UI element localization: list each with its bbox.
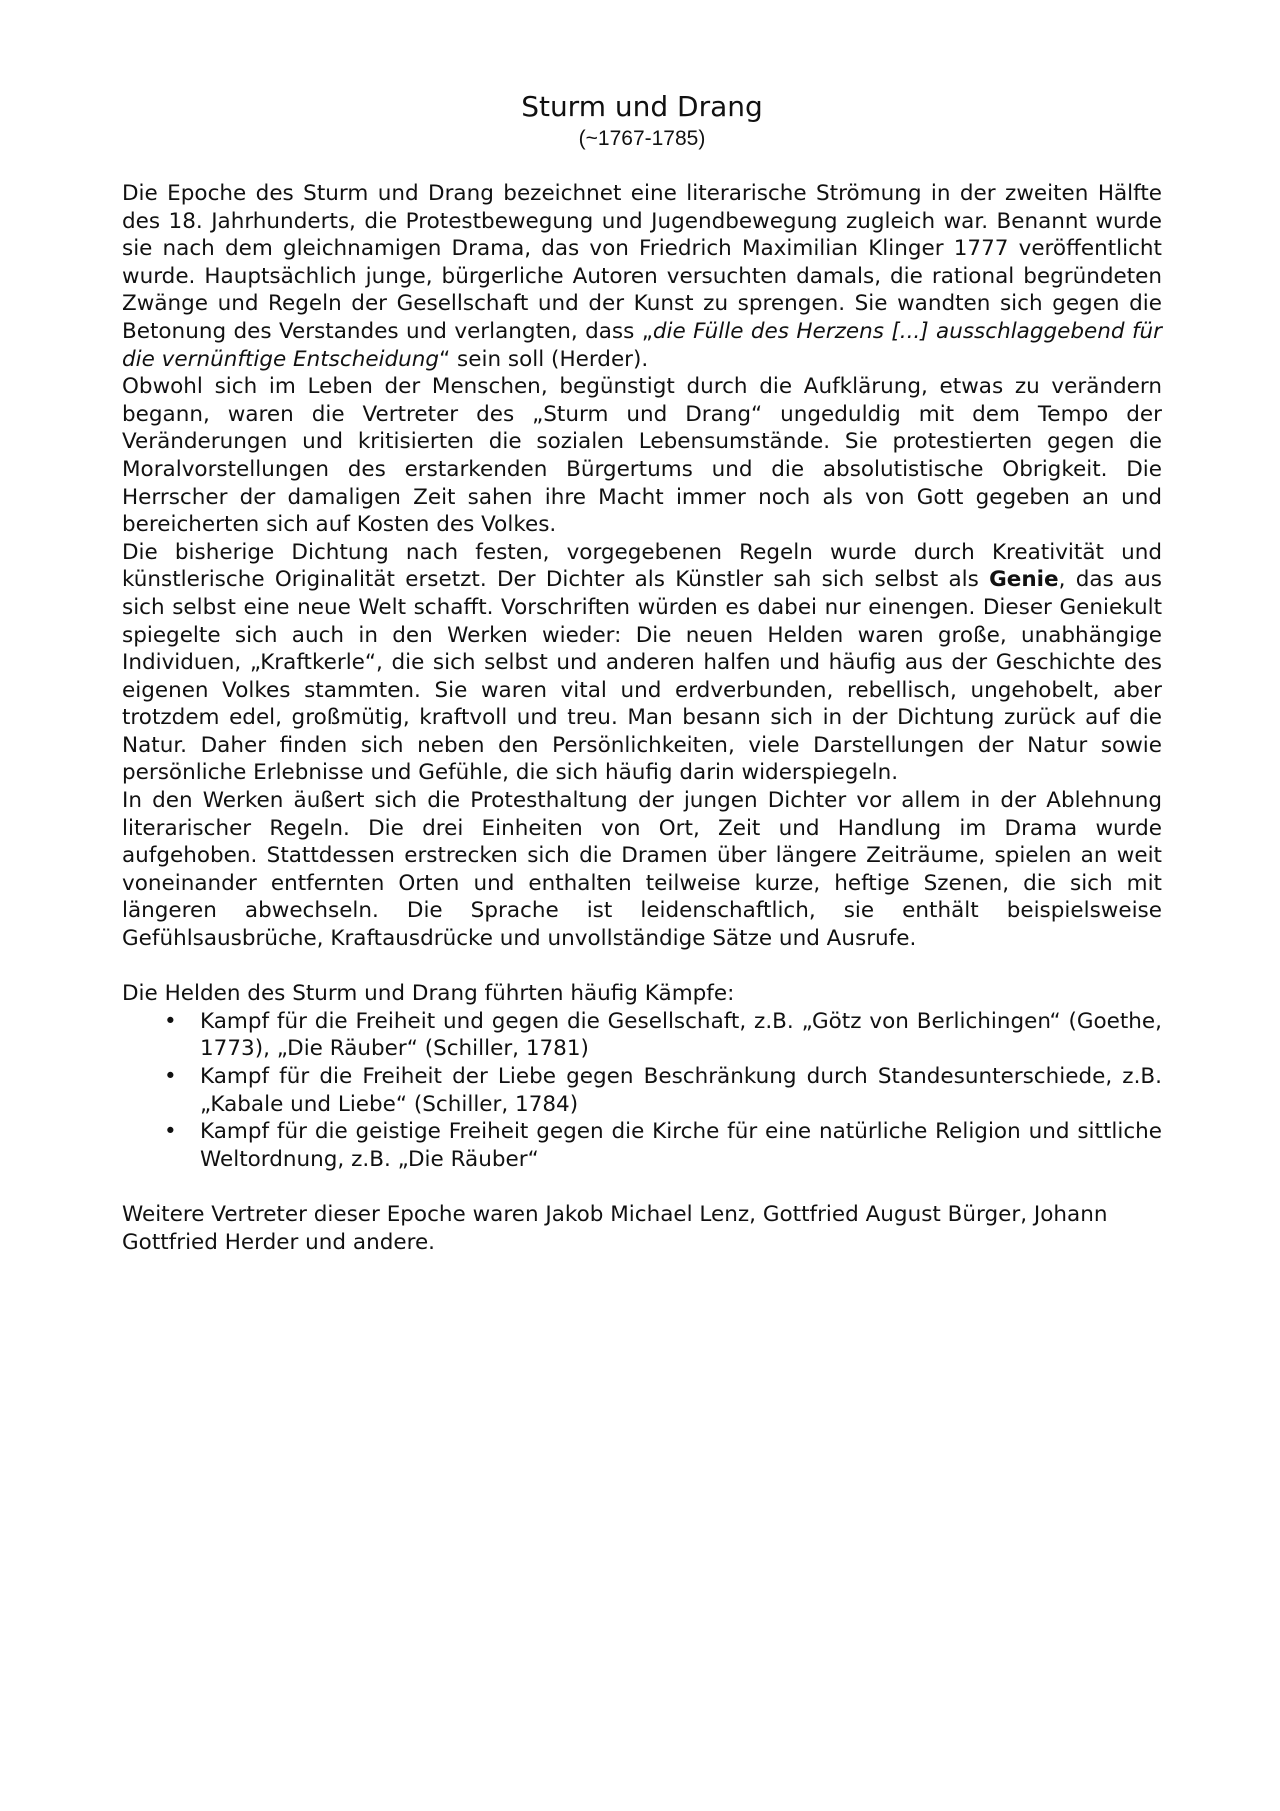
list-item xyxy=(122,1118,1162,1173)
paragraph-intro xyxy=(122,180,1162,373)
paragraph-protest-rules: In den Werken äußert sich die Protesthaltung der jungen Dichter vor allem in der Ablehnung literarischer Regeln. Die drei Einheiten von Ort, Zeit und Handlung im Drama wurde aufgehoben. Stattdessen erstrecken sich die Dramen über längere Zeiträume, spielen an weit voneinander entfernten Orten und enthalten teilweise kurze, heftige Szenen, die sich mit längeren abwechseln. Die Sprache ist leidenschaftlich, sie enthält beispielsweise Gefühlsausbrüche, Kraftausdrücke und unvollständige Sätze und Ausrufe. xyxy=(122,788,1162,952)
list-item xyxy=(122,1063,1162,1118)
paragraph-genius-text-b: , das aus sich selbst eine neue Welt schafft. Vorschriften würden es dabei nur einengen. Dieser Geniekult spiegelte sich auch in den Werken wieder: Die neuen Helden waren große, unabhängige Individuen, „Kraftkerle“, die sich selbst und anderen halfen und häufig aus der Geschichte des eigenen Volkes stammten. Sie waren vital und erdverbunden, rebellisch, ungehobelt, aber trotzdem edel, großmütig, kraftvoll und treu. Man besann sich in der Dichtung zurück auf die Natur. Daher finden sich neben den Persönlichkeiten, viele Darstellungen der Natur sowie persönliche Erlebnisse und Gefühle, die sich häufig darin widerspiegeln. xyxy=(122,567,1162,786)
paragraph-social-criticism: Obwohl sich im Leben der Menschen, begünstigt durch die Aufklärung, etwas zu verändern begann, waren die Vertreter des „Sturm und Drang“ ungeduldig mit dem Tempo der Veränderungen und kritisierten die sozialen Lebensumstände. Sie protestierten gegen die Moralvorstellungen des erstarkenden Bürgertums und die absolutistische Obrigkeit. Die Herrscher der damaligen Zeit sahen ihre Macht immer noch als von Gott gegeben an und bereicherten sich auf Kosten des Volkes. xyxy=(122,374,1162,538)
list-intro: Die Helden des Sturm und Drang führten häufig Kämpfe: xyxy=(122,981,735,1007)
list-item-text: Kampf für die Freiheit und gegen die Gesellschaft, z.B. „Götz von Berlichingen“ (Goethe, 1773), „Die Räuber“ (Schiller, 1781) xyxy=(200,1008,1162,1062)
paragraph-intro-text-b: “ sein soll (Herder). xyxy=(439,346,649,372)
list-item-text: Kampf für die Freiheit der Liebe gegen Beschränkung durch Standesunterschiede, z.B. „Kabale und Liebe“ (Schiller, 1784) xyxy=(200,1064,1162,1117)
bullet-icon: • xyxy=(164,1119,177,1145)
document-page xyxy=(122,90,1162,1256)
blank-line xyxy=(122,953,1162,981)
list-item xyxy=(122,1008,1162,1063)
page-subtitle-period: (~1767-1785) xyxy=(578,127,706,150)
bullet-icon: • xyxy=(164,1008,177,1034)
closing-paragraph: Weitere Vertreter dieser Epoche waren Jakob Michael Lenz, Gottfried August Bürger, Johann Gottfried Herder und andere. xyxy=(122,1201,1108,1255)
page-title: Sturm und Drang xyxy=(521,90,763,123)
list-item-text: Kampf für die geistige Freiheit gegen die Kirche für eine natürliche Religion und sittliche Weltordnung, z.B. „Die Räuber“ xyxy=(200,1119,1162,1172)
struggles-list xyxy=(122,1008,1162,1174)
genie-term: Genie xyxy=(989,567,1059,593)
paragraph-genius-cult xyxy=(122,539,1162,787)
paragraph-intro-text-a: Die Epoche des Sturm und Drang bezeichnet eine literarische Strömung in der zweiten Hälfte des 18. Jahrhunderts, die Protestbewegung und Jugendbewegung zugleich war. Benannt wurde sie nach dem gleichnamigen Drama, das von Friedrich Maximilian Klinger 1777 veröffentlicht wurde. Hauptsächlich junge, bürgerliche Autoren versuchten damals, die rational begründeten Zwänge und Regeln der Gesellschaft und der Kunst zu sprengen. Sie wandten sich gegen die Betonung des Verstandes und verlangten, dass „ xyxy=(122,181,1162,344)
paragraph-genius-text-a: Die bisherige Dichtung nach festen, vorgegebenen Regeln wurde durch Kreativität und künstlerische Originalität ersetzt. Der Dichter als Künstler sah sich selbst als xyxy=(122,539,1162,593)
herder-quote: die Fülle des Herzens [...] ausschlaggebend für die vernünftige Entscheidung xyxy=(122,318,1162,372)
blank-line xyxy=(122,1173,1162,1201)
bullet-icon: • xyxy=(164,1064,177,1089)
